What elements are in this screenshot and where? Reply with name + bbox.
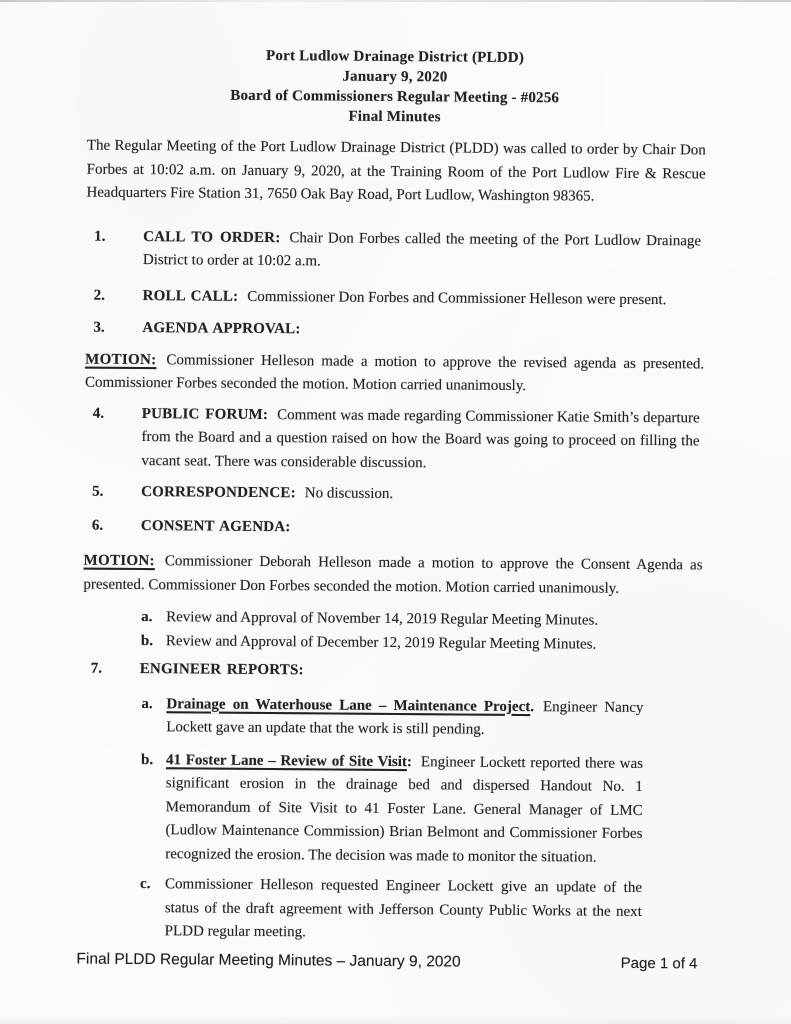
item-number: 5.	[92, 483, 104, 500]
subitem-label: a.	[141, 695, 153, 712]
item-heading: CONSENT AGENDA:	[140, 517, 291, 535]
footer-left-text: Final PLDD Regular Meeting Minutes – January 9, 2020	[76, 950, 461, 971]
agenda-item-3	[0, 316, 788, 346]
motion-paragraph-1	[85, 348, 704, 400]
item-number: 2.	[93, 287, 105, 304]
item-number: 4.	[92, 405, 105, 422]
item-heading: CORRESPONDENCE:	[141, 484, 296, 502]
subitem-label: b.	[140, 751, 154, 768]
subitem-text: Commissioner Helleson requested Engineer Lockett give an update of the status of the draft agreement with Jefferson County Public Works at the next PLDD regular meeting.	[164, 876, 643, 941]
item-number: 1.	[94, 228, 106, 245]
agenda-item-6	[0, 513, 787, 543]
motion-paragraph-2	[83, 550, 702, 602]
doc-title-line-3: Board of Commissioners Regular Meeting - #0256	[230, 87, 560, 107]
item-number: 6.	[91, 517, 104, 534]
subitem-title-suffix: :	[406, 753, 413, 770]
doc-title-line-1: Port Ludlow Drainage District (PLDD)	[265, 47, 525, 67]
item-heading: ROLL CALL:	[142, 287, 239, 305]
subitem-title-suffix: .	[530, 698, 535, 715]
consent-agenda-sublist	[141, 606, 786, 658]
subitem-text: Review and Approval of November 14, 2019 Regular Meeting Minutes.	[166, 609, 599, 629]
subitem-text: Engineer Lockett reported there was significant erosion in the drainage bed and dispersed Handout No. 1 Memorandum of Site Visit to 41 Foster Lane. General Manager of LMC (Ludlow Maintenance Commission) Brian Belmont and Commissioner Forbes recognized the erosion. The decision was made to monitor the situation.	[165, 753, 644, 866]
motion-label: MOTION:	[85, 351, 157, 368]
agenda-item-5	[0, 480, 787, 510]
document-title-block	[0, 44, 791, 130]
subitem-label: a.	[141, 609, 153, 626]
agenda-item-4	[0, 401, 788, 478]
subitem-title: Drainage on Waterhouse Lane – Maintenance Project	[166, 695, 531, 715]
item-heading: ENGINEER REPORTS:	[139, 661, 304, 679]
subitem-text: Review and Approval of December 12, 2019 Regular Meeting Minutes.	[165, 632, 597, 653]
item-number: 7.	[90, 660, 103, 677]
motion-label: MOTION:	[83, 552, 155, 570]
item-heading: AGENDA APPROVAL:	[142, 320, 301, 338]
engineer-subitem-b	[0, 747, 785, 871]
agenda-item-2	[0, 283, 789, 313]
scan-artifact-bottom-edge	[0, 1016, 791, 1024]
item-number: 3.	[93, 319, 105, 336]
item-heading: PUBLIC FORUM:	[141, 405, 269, 423]
doc-title-line-4: Final Minutes	[348, 108, 441, 126]
agenda-item-7	[0, 657, 786, 687]
doc-title-line-2: January 9, 2020	[342, 68, 448, 86]
motion-text: Commissioner Deborah Helleson made a motion to approve the Consent Agenda as presented. Commissioner Don Forbes seconded the motion. Motion carried unanimously.	[83, 553, 703, 597]
motion-text: Commissioner Helleson made a motion to approve the revised agenda as presented. Commissioner Forbes seconded the motion. Motion carried unanimously.	[84, 351, 705, 395]
item-heading: CALL TO ORDER:	[143, 228, 281, 246]
item-text: Commissioner Don Forbes and Commissioner Helleson were present.	[247, 288, 667, 308]
subitem-label: b.	[140, 632, 154, 649]
subitem-title: 41 Foster Lane – Review of Site Visit	[165, 751, 408, 770]
footer-page-number: Page 1 of 4	[620, 954, 698, 972]
engineer-subitem-a	[0, 691, 786, 744]
intro-paragraph: The Regular Meeting of the Port Ludlow Drainage District (PLDD) was called to order by Chair Don Forbes at 10:02 a.m. on January 9, 2020, at the Training Room of the Port Ludlow Fire & Rescue Headquarters Fire Station 31, 7650 Oak Bay Road, Port Ludlow, Washington 98365.	[86, 137, 706, 205]
subitem-label: c.	[139, 876, 151, 893]
item-text: Chair Don Forbes called the meeting of the Port Ludlow Drainage District to order at 10:02 a.m.	[142, 229, 702, 270]
page-footer	[76, 947, 697, 975]
engineer-subitem-c	[0, 872, 784, 949]
item-text: Comment was made regarding Commissioner Katie Smith’s departure from the Board and a question raised on how the Board was going to proceed on filling the vacant seat. There was considerable discussion.	[141, 406, 700, 471]
item-text: No discussion.	[304, 485, 394, 502]
subitem-text: Engineer Nancy Lockett gave an update that the work is still pending.	[166, 698, 644, 738]
consent-subitem-b	[141, 630, 786, 659]
agenda-item-1	[0, 224, 789, 277]
